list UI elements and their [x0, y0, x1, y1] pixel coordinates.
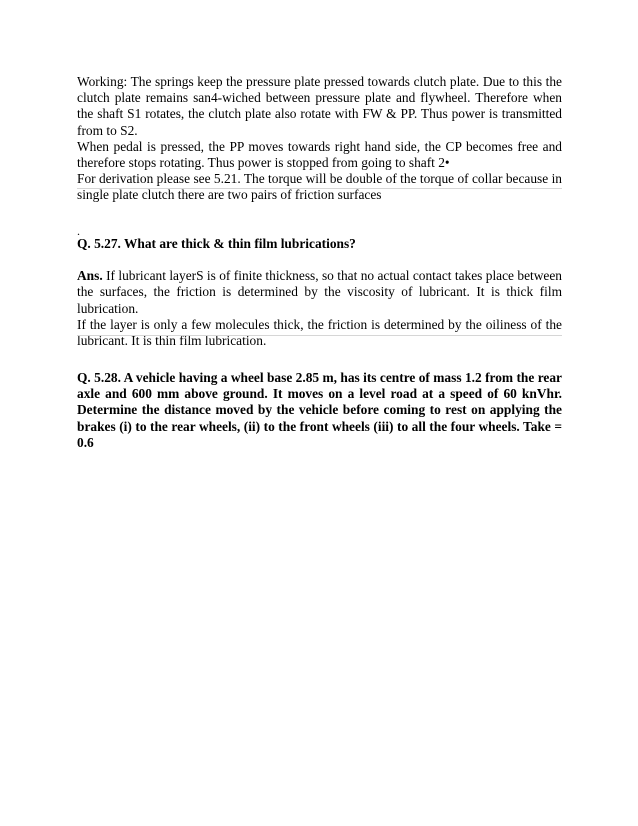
q527-answer-paragraph-2: If the layer is only a few molecules thick, the friction is determined by the oiliness of the lubricant. It is thin film lubrication. — [77, 316, 562, 349]
q527-answer-label: Ans. — [77, 268, 103, 284]
section-divider-1 — [77, 188, 562, 189]
q528-question: Q. 5.28. A vehicle having a wheel base 2.85 m, has its centre of mass 1.2 from the rear axle and 600 mm above ground. It moves on a level road at a speed of 60 knVhr. Determine the distance moved by the vehicle before coming to rest on applying the brakes (i) to the rear wheels, (ii) to the front wheels (iii) to all the four wheels. Take = 0.6 — [77, 370, 562, 450]
working-section — [77, 74, 562, 204]
q527-answer-paragraph-1 — [77, 268, 562, 317]
section-divider-2 — [77, 335, 562, 336]
q528-section — [77, 370, 562, 451]
q527-section — [77, 236, 562, 349]
q527-answer-text-1: If lubricant layerS is of finite thickness, so that no actual contact takes place between the surfaces, the friction is determined by the viscosity of lubricant. It is thick film lubrication. — [77, 268, 562, 316]
working-paragraph-3: For derivation please see 5.21. The torque will be double of the torque of collar because in single plate clutch there are two pairs of friction surfaces — [77, 171, 562, 203]
working-paragraph-2: When pedal is pressed, the PP moves towards right hand side, the CP becomes free and therefore stops rotating. Thus power is stopped from going to shaft 2• — [77, 138, 562, 171]
q527-question: Q. 5.27. What are thick & thin film lubrications? — [77, 236, 356, 251]
stray-dot: . — [77, 224, 80, 238]
working-paragraph-1: Working: The springs keep the pressure plate pressed towards clutch plate. Due to this the clutch plate remains san4-wiched between pressure plate and flywheel. Therefore when the shaft S1 rotates, the clutch plate also rotate with FW & PP. Thus power is transmitted from to S2. — [77, 74, 562, 138]
